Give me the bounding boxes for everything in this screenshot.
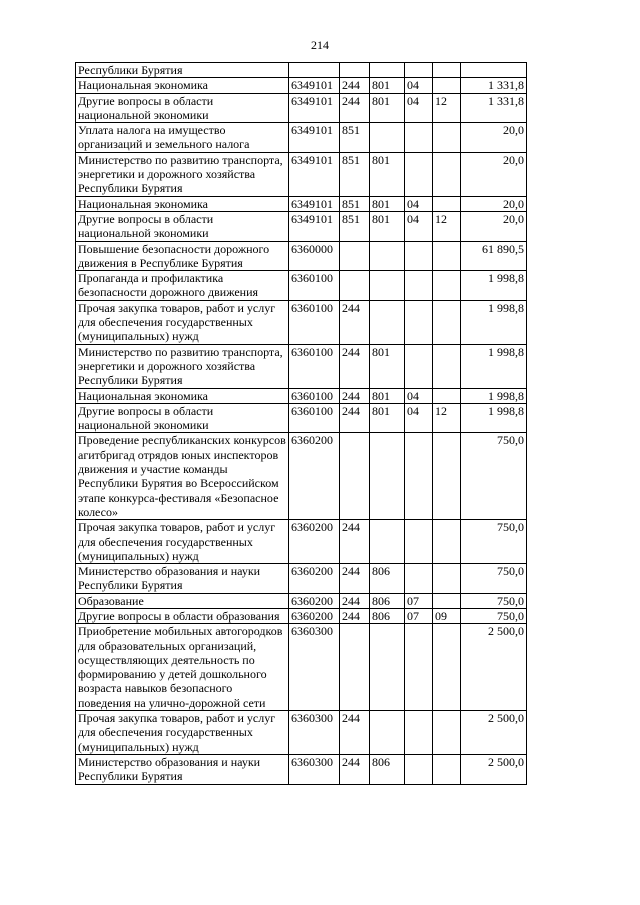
item-name-cell: Национальная экономика bbox=[76, 388, 289, 403]
subsection-cell: 09 bbox=[433, 608, 461, 623]
table-row bbox=[76, 711, 527, 755]
item-name-cell: Пропаганда и профилактика безопасности дорожного движения bbox=[76, 271, 289, 301]
expense-type-cell bbox=[340, 433, 370, 520]
subsection-cell bbox=[433, 433, 461, 520]
expense-type-cell: 244 bbox=[340, 78, 370, 93]
target-article-cell: 6360100 bbox=[289, 344, 340, 388]
table-row bbox=[76, 196, 527, 211]
ministry-code-cell bbox=[370, 520, 405, 564]
subsection-cell bbox=[433, 123, 461, 153]
expense-type-cell: 244 bbox=[340, 520, 370, 564]
page-number: 214 bbox=[311, 38, 329, 52]
subsection-cell bbox=[433, 711, 461, 755]
amount-cell: 2 500,0 bbox=[461, 711, 527, 755]
section-cell bbox=[405, 344, 433, 388]
table-row bbox=[76, 241, 527, 271]
expense-type-cell: 244 bbox=[340, 403, 370, 433]
ministry-code-cell bbox=[370, 63, 405, 78]
target-article-cell: 6360100 bbox=[289, 300, 340, 344]
expense-type-cell: 244 bbox=[340, 93, 370, 123]
section-cell bbox=[405, 624, 433, 711]
target-article-cell: 6360300 bbox=[289, 754, 340, 784]
section-cell: 07 bbox=[405, 593, 433, 608]
amount-cell: 750,0 bbox=[461, 608, 527, 623]
subsection-cell: 12 bbox=[433, 403, 461, 433]
target-article-cell: 6360300 bbox=[289, 624, 340, 711]
table-row bbox=[76, 520, 527, 564]
section-cell: 04 bbox=[405, 388, 433, 403]
ministry-code-cell: 801 bbox=[370, 388, 405, 403]
amount-cell: 61 890,5 bbox=[461, 241, 527, 271]
target-article-cell: 6360200 bbox=[289, 593, 340, 608]
subsection-cell bbox=[433, 63, 461, 78]
subsection-cell bbox=[433, 564, 461, 594]
table-row bbox=[76, 564, 527, 594]
amount-cell: 750,0 bbox=[461, 433, 527, 520]
amount-cell: 1 998,8 bbox=[461, 300, 527, 344]
ministry-code-cell: 801 bbox=[370, 93, 405, 123]
section-cell bbox=[405, 271, 433, 301]
item-name-cell: Министерство по развитию транспорта, энергетики и дорожного хозяйства Республики Бурятия bbox=[76, 152, 289, 196]
target-article-cell: 6349101 bbox=[289, 123, 340, 153]
expense-type-cell: 244 bbox=[340, 711, 370, 755]
ministry-code-cell bbox=[370, 624, 405, 711]
subsection-cell bbox=[433, 624, 461, 711]
target-article-cell: 6360200 bbox=[289, 433, 340, 520]
expense-type-cell bbox=[340, 271, 370, 301]
section-cell bbox=[405, 564, 433, 594]
subsection-cell bbox=[433, 344, 461, 388]
table-row bbox=[76, 388, 527, 403]
ministry-code-cell bbox=[370, 711, 405, 755]
target-article-cell: 6349101 bbox=[289, 152, 340, 196]
amount-cell: 2 500,0 bbox=[461, 624, 527, 711]
expense-type-cell: 244 bbox=[340, 754, 370, 784]
target-article-cell bbox=[289, 63, 340, 78]
amount-cell: 20,0 bbox=[461, 152, 527, 196]
amount-cell bbox=[461, 63, 527, 78]
table-row bbox=[76, 608, 527, 623]
section-cell: 04 bbox=[405, 211, 433, 241]
expense-type-cell: 244 bbox=[340, 564, 370, 594]
item-name-cell: Национальная экономика bbox=[76, 196, 289, 211]
ministry-code-cell: 806 bbox=[370, 608, 405, 623]
table-row bbox=[76, 344, 527, 388]
target-article-cell: 6360200 bbox=[289, 608, 340, 623]
item-name-cell: Повышение безопасности дорожного движения в Республике Бурятия bbox=[76, 241, 289, 271]
ministry-code-cell: 806 bbox=[370, 593, 405, 608]
item-name-cell: Другие вопросы в области образования bbox=[76, 608, 289, 623]
ministry-code-cell: 801 bbox=[370, 211, 405, 241]
ministry-code-cell: 801 bbox=[370, 196, 405, 211]
target-article-cell: 6349101 bbox=[289, 196, 340, 211]
amount-cell: 1 998,8 bbox=[461, 271, 527, 301]
amount-cell: 1 998,8 bbox=[461, 344, 527, 388]
table-row bbox=[76, 271, 527, 301]
target-article-cell: 6349101 bbox=[289, 211, 340, 241]
table-row bbox=[76, 152, 527, 196]
item-name-cell: Приобретение мобильных автогородков для образовательных организаций, осуществляющих деятельность по формированию у детей дошкольного возраста навыков безопасного поведения на улично-дорожной сети bbox=[76, 624, 289, 711]
target-article-cell: 6360100 bbox=[289, 271, 340, 301]
ministry-code-cell: 806 bbox=[370, 754, 405, 784]
ministry-code-cell: 801 bbox=[370, 152, 405, 196]
expense-type-cell: 851 bbox=[340, 211, 370, 241]
expense-type-cell: 244 bbox=[340, 344, 370, 388]
table-row bbox=[76, 593, 527, 608]
expense-type-cell bbox=[340, 241, 370, 271]
item-name-cell: Другие вопросы в области национальной экономики bbox=[76, 403, 289, 433]
section-cell: 04 bbox=[405, 78, 433, 93]
section-cell bbox=[405, 520, 433, 564]
amount-cell: 750,0 bbox=[461, 593, 527, 608]
item-name-cell: Министерство образования и науки Республики Бурятия bbox=[76, 754, 289, 784]
amount-cell: 1 998,8 bbox=[461, 388, 527, 403]
expense-type-cell: 244 bbox=[340, 608, 370, 623]
amount-cell: 1 331,8 bbox=[461, 93, 527, 123]
subsection-cell bbox=[433, 271, 461, 301]
item-name-cell: Министерство образования и науки Республики Бурятия bbox=[76, 564, 289, 594]
table-row bbox=[76, 754, 527, 784]
table-row bbox=[76, 433, 527, 520]
subsection-cell bbox=[433, 388, 461, 403]
target-article-cell: 6349101 bbox=[289, 78, 340, 93]
expense-type-cell: 244 bbox=[340, 593, 370, 608]
table-row bbox=[76, 624, 527, 711]
expense-type-cell: 851 bbox=[340, 152, 370, 196]
ministry-code-cell bbox=[370, 433, 405, 520]
item-name-cell: Другие вопросы в области национальной экономики bbox=[76, 211, 289, 241]
budget-table-body bbox=[76, 63, 527, 785]
expense-type-cell: 851 bbox=[340, 196, 370, 211]
target-article-cell: 6360000 bbox=[289, 241, 340, 271]
target-article-cell: 6360200 bbox=[289, 520, 340, 564]
table-row bbox=[76, 403, 527, 433]
target-article-cell: 6349101 bbox=[289, 93, 340, 123]
ministry-code-cell bbox=[370, 300, 405, 344]
ministry-code-cell bbox=[370, 241, 405, 271]
section-cell: 04 bbox=[405, 403, 433, 433]
target-article-cell: 6360100 bbox=[289, 388, 340, 403]
section-cell bbox=[405, 711, 433, 755]
item-name-cell: Уплата налога на имущество организаций и земельного налога bbox=[76, 123, 289, 153]
subsection-cell: 12 bbox=[433, 211, 461, 241]
item-name-cell: Другие вопросы в области национальной экономики bbox=[76, 93, 289, 123]
ministry-code-cell: 801 bbox=[370, 344, 405, 388]
item-name-cell: Прочая закупка товаров, работ и услуг для обеспечения государственных (муниципальных) нужд bbox=[76, 300, 289, 344]
amount-cell: 1 331,8 bbox=[461, 78, 527, 93]
amount-cell: 750,0 bbox=[461, 564, 527, 594]
section-cell bbox=[405, 123, 433, 153]
ministry-code-cell: 801 bbox=[370, 78, 405, 93]
section-cell bbox=[405, 754, 433, 784]
subsection-cell bbox=[433, 520, 461, 564]
item-name-cell: Проведение республиканских конкурсов агитбригад отрядов юных инспекторов движения и участие команды Республики Бурятия во Всероссийском этапе конкурса-фестиваля «Безопасное колесо» bbox=[76, 433, 289, 520]
section-cell bbox=[405, 241, 433, 271]
target-article-cell: 6360100 bbox=[289, 403, 340, 433]
table-row bbox=[76, 63, 527, 78]
subsection-cell bbox=[433, 754, 461, 784]
subsection-cell bbox=[433, 152, 461, 196]
item-name-cell: Республики Бурятия bbox=[76, 63, 289, 78]
amount-cell: 20,0 bbox=[461, 123, 527, 153]
expense-type-cell: 244 bbox=[340, 388, 370, 403]
ministry-code-cell: 806 bbox=[370, 564, 405, 594]
table-row bbox=[76, 93, 527, 123]
section-cell: 07 bbox=[405, 608, 433, 623]
subsection-cell: 12 bbox=[433, 93, 461, 123]
expense-type-cell: 244 bbox=[340, 300, 370, 344]
item-name-cell: Образование bbox=[76, 593, 289, 608]
expense-type-cell bbox=[340, 624, 370, 711]
section-cell bbox=[405, 433, 433, 520]
item-name-cell: Прочая закупка товаров, работ и услуг для обеспечения государственных (муниципальных) нужд bbox=[76, 711, 289, 755]
subsection-cell bbox=[433, 593, 461, 608]
target-article-cell: 6360200 bbox=[289, 564, 340, 594]
table-row bbox=[76, 123, 527, 153]
target-article-cell: 6360300 bbox=[289, 711, 340, 755]
expense-type-cell bbox=[340, 63, 370, 78]
amount-cell: 20,0 bbox=[461, 211, 527, 241]
amount-cell: 20,0 bbox=[461, 196, 527, 211]
section-cell bbox=[405, 63, 433, 78]
ministry-code-cell bbox=[370, 271, 405, 301]
subsection-cell bbox=[433, 241, 461, 271]
subsection-cell bbox=[433, 300, 461, 344]
item-name-cell: Министерство по развитию транспорта, энергетики и дорожного хозяйства Республики Бурятия bbox=[76, 344, 289, 388]
expense-type-cell: 851 bbox=[340, 123, 370, 153]
section-cell bbox=[405, 152, 433, 196]
table-row bbox=[76, 78, 527, 93]
section-cell: 04 bbox=[405, 93, 433, 123]
amount-cell: 750,0 bbox=[461, 520, 527, 564]
budget-table bbox=[75, 62, 527, 785]
table-row bbox=[76, 300, 527, 344]
subsection-cell bbox=[433, 196, 461, 211]
amount-cell: 1 998,8 bbox=[461, 403, 527, 433]
ministry-code-cell bbox=[370, 123, 405, 153]
section-cell: 04 bbox=[405, 196, 433, 211]
subsection-cell bbox=[433, 78, 461, 93]
item-name-cell: Национальная экономика bbox=[76, 78, 289, 93]
amount-cell: 2 500,0 bbox=[461, 754, 527, 784]
section-cell bbox=[405, 300, 433, 344]
item-name-cell: Прочая закупка товаров, работ и услуг для обеспечения государственных (муниципальных) нужд bbox=[76, 520, 289, 564]
ministry-code-cell: 801 bbox=[370, 403, 405, 433]
table-row bbox=[76, 211, 527, 241]
